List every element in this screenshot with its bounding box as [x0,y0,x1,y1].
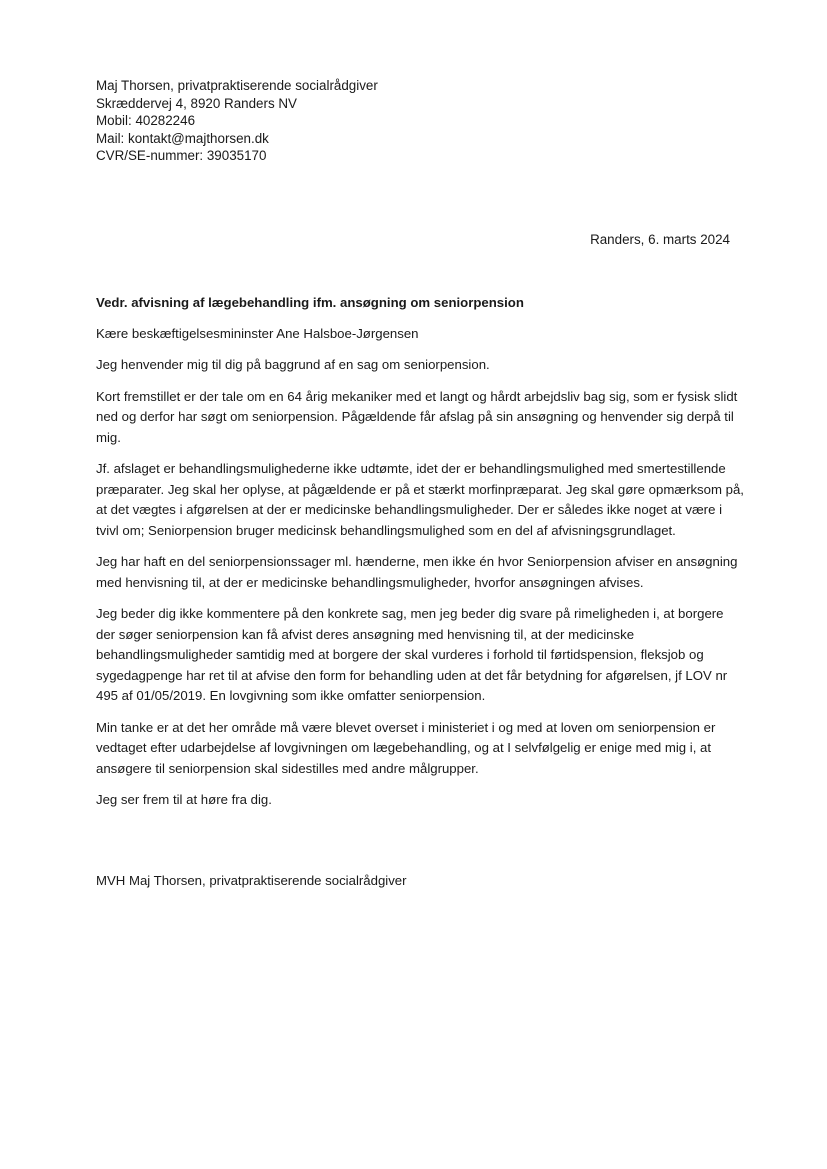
sender-mail: Mail: kontakt@majthorsen.dk [96,130,269,146]
sender-address: Skræddervej 4, 8920 Randers NV [96,95,297,111]
letter-body [96,293,746,822]
letter-subject: Vedr. afvisning af lægebehandling ifm. ansøgning om seniorpension [96,295,524,310]
letter-date: Randers, 6. marts 2024 [590,232,730,247]
paragraph-2: Kort fremstillet er der tale om en 64 årig mekaniker med et langt og hårdt arbejdsliv bag sig, som er fysisk slidt ned og derfor har søgt om seniorpension. Pågældende får afslag på sin ansøgning og henvender sig derpå til mig. [96,388,738,445]
paragraph-6: Min tanke er at det her område må være blevet overset i ministeriet i og med at loven om seniorpension er vedtaget efter udarbejdelse af lovgivningen om lægebehandling, og at I selvfølgelig er enige med mig i, at ansøgere til seniorpension skal sidestilles med andre målgrupper. [96,719,716,776]
paragraph-3: Jf. afslaget er behandlingsmulighederne ikke udtømte, idet der er behandlingsmulighed med smertestillende præparater. Jeg skal her oplyse, at pågældende er på et stærkt morfinpræparat. Jeg skal gøre opmærksom på, at det vægtes i afgørelsen at der er medicinske behandlingsmuligheder. Der er således ikke noget at være i tvivl om; Seniorpension bruger medicinsk behandlingsmulighed som en del af afvisningsgrundlaget. [96,461,744,538]
salutation: Kære beskæftigelsesmininster Ane Halsboe-Jørgensen [96,325,419,341]
sender-mobile: Mobil: 40282246 [96,113,196,129]
paragraph-7: Jeg ser frem til at høre fra dig. [96,792,272,807]
sender-name: Maj Thorsen, privatpraktiserende socialrådgiver [96,78,378,93]
sender-cvr: CVR/SE-nummer: 39035170 [96,148,267,164]
sender-block [96,77,378,165]
paragraph-5: Jeg beder dig ikke kommentere på den konkrete sag, men jeg beder dig svare på rimeligheden i, at borgere der søger seniorpension kan få afvist deres ansøgning med henvisning til, at der medicinske behandlingsmuligheder samtidig med at borgere der skal vurderes i forhold til førtidspension, fleksjob og sygedagpenge har ret til at afvise den form for behandling uden at det får betydning for afgørelsen, jf LOV nr 495 af 01/05/2019. En lovgivning som ikke omfatter seniorpension. [96,606,728,703]
letter-signoff: MVH Maj Thorsen, privatpraktiserende socialrådgiver [96,873,407,888]
paragraph-1: Jeg henvender mig til dig på baggrund af en sag om seniorpension. [96,357,490,372]
paragraph-4: Jeg har haft en del seniorpensionssager ml. hænderne, men ikke én hvor Seniorpension afviser en ansøgning med henvisning til, at der er medicinske behandlingsmuligheder, hvorfor ansøgningen afvises. [96,554,738,590]
